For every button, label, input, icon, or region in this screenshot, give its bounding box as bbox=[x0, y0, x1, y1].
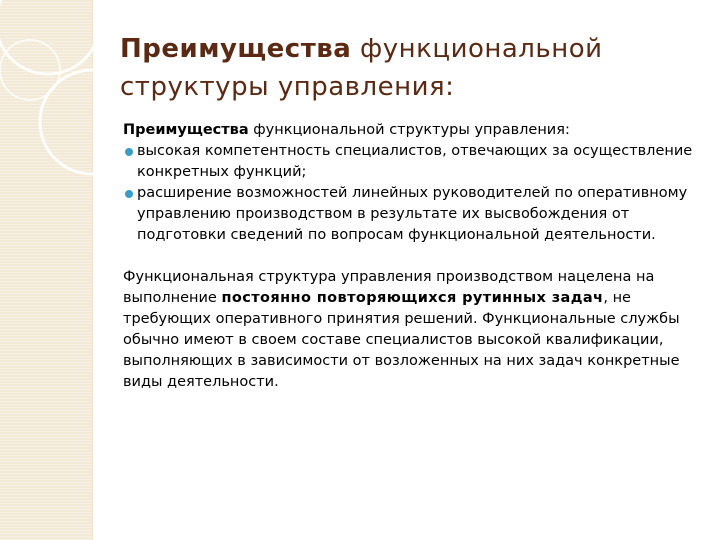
title-regular-part: функциональной структуры управления: bbox=[120, 34, 603, 102]
intro-line bbox=[123, 120, 698, 141]
bullet-dot-icon bbox=[125, 190, 133, 198]
list-item-text: расширение возможностей линейных руководителей по оперативному управлению производством в результате их высвобождения от подготовки сведений по вопросам функциональной деятельности. bbox=[137, 185, 688, 243]
intro-bold: Преимущества bbox=[123, 122, 249, 138]
slide-content bbox=[123, 120, 698, 393]
advantages-list bbox=[123, 141, 698, 246]
paragraph-bold-text: постоянно повторяющихся рутинных задач bbox=[221, 290, 604, 306]
paragraph-text-2: , не требующих оперативного принятия решений. Функциональные службы обычно имеют в своем составе специалистов высокой квалификации, выполняющих в зависимости от возложенных на них задач конкретные виды деятельности. bbox=[123, 290, 680, 390]
paragraph-text-1: Функциональная структура управления производством нацелена на выполнение bbox=[123, 269, 655, 306]
bullet-dot-icon bbox=[125, 148, 133, 156]
list-item-text: высокая компетентность специалистов, отвечающих за осуществление конкретных функций; bbox=[137, 143, 693, 180]
list-item bbox=[123, 183, 698, 246]
intro-rest: функциональной структуры управления: bbox=[248, 122, 570, 138]
decorative-circles bbox=[0, 0, 110, 200]
slide-title bbox=[120, 30, 700, 106]
description-paragraph bbox=[123, 267, 698, 393]
list-item bbox=[123, 141, 698, 183]
title-bold-part: Преимущества bbox=[120, 34, 352, 64]
